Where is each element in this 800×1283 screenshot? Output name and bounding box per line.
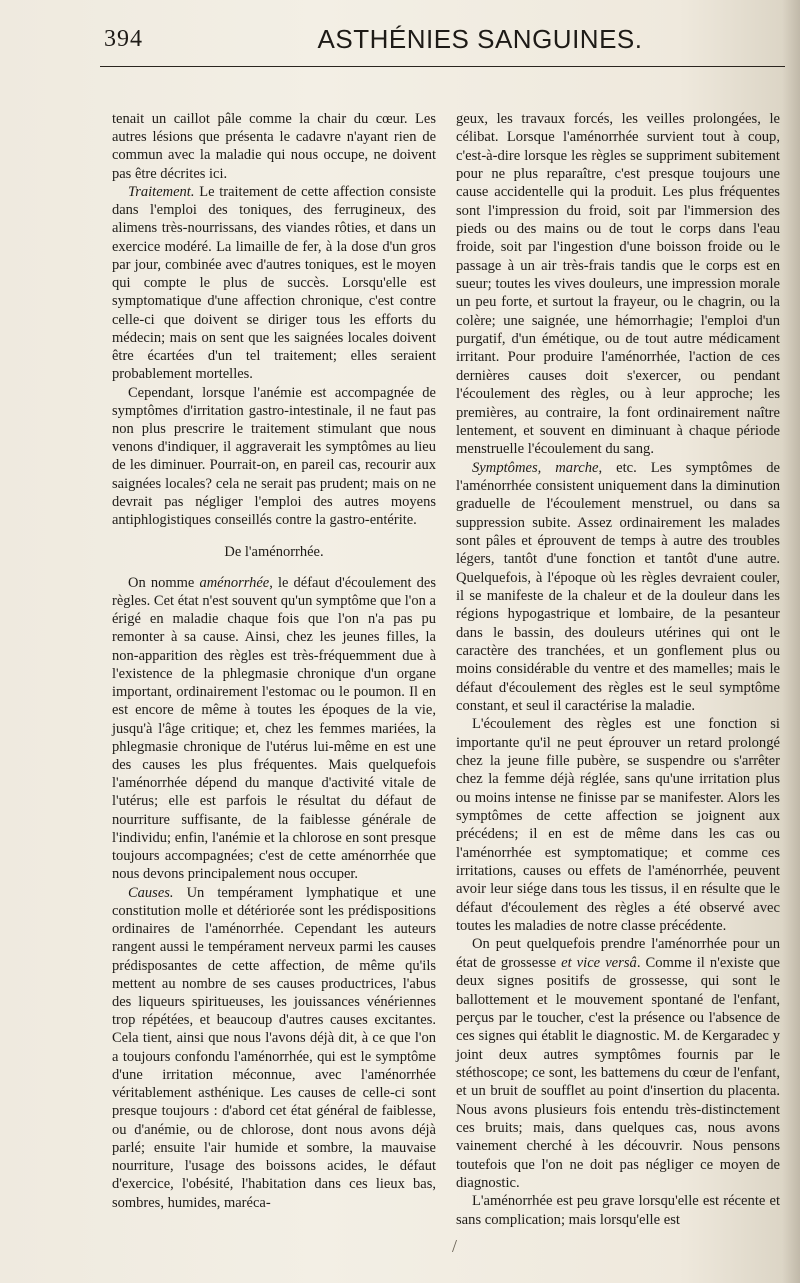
left-column: [112, 110, 436, 1212]
paragraph-treatment: [112, 183, 436, 384]
section-label-symptoms: Symptômes, marche: [472, 459, 599, 476]
italic-phrase: et vice versâ: [561, 954, 637, 971]
paragraph-text: Le traitement de cette affection consiste dans l'emploi des toniques, des ferrugineux, des alimens très-nourrissans, des viandes rôties, et dans un exercice modéré. La limaille de fer, à la dose d'un gros par jour, combinée avec d'autres toniques, est le moyen qui compte le plus de succès. Lorsqu'elle est symptomatique d'une affection chronique, c'est contre celle-ci que doivent se diriger tous les efforts du médecin; mais on sent que les saignées locales doivent être écartées d'un tel traitement; elles seraient probablement mortelles.: [112, 183, 436, 383]
page-edge-shadow: [782, 0, 800, 1283]
section-heading: De l'aménorrhée.: [224, 544, 324, 561]
page-header: [100, 22, 780, 62]
paragraph-text: , etc. Les symptômes de l'aménorrhée consistent uniquement dans la diminution graduelle de l'écoulement menstruel, ou dans sa suppression subite. Assez ordinairement les malades sont pâles et éprouvent de temps à autre des troubles légers, tantôt d'une fonction et tantôt d'une autre. Quelquefois, à l'époque où les règles devraient couler, il se manifeste de la chaleur et de la douleur dans les régions hypogastrique et lombaire, de la pesanteur dans le bassin, des douleurs utérines qui ont le caractère des tranchées, et un gonflement plus ou moins considérable du ventre et des mamelles; mais le défaut d'écoulement des règles est le seul symptôme constant, et seul il caractérise la maladie.: [456, 459, 780, 714]
paragraph: tenait un caillot pâle comme la chair du cœur. Les autres lésions que présenta le cadavre n'ayant rien de commun avec la maladie qui nous occupe, ne doivent pas être décrites ici.: [112, 111, 436, 182]
paragraph: Cependant, lorsque l'anémie est accompagnée de symptômes d'irritation gastro-intestinale, il ne faut pas non plus prescrire le traitement stimulant que nous venons d'indiquer, il aggraverait les symptômes au lieu de les diminuer. Pourrait-on, en pareil cas, recourir aux saignées locales? cela ne serait pas prudent; mais on ne devrait pas négliger l'emploi des autres moyens antiphlogistiques conseillés contre la gastro-entérite.: [112, 384, 436, 529]
paragraph: geux, les travaux forcés, les veilles prolongées, le célibat. Lorsque l'aménorrhée survient tout à coup, c'est-à-dire lorsque les règles se suppriment subitement pour ne plus reparaître, c'est presque toujours une cause accidentelle qui la produit. Les plus fréquentes sont l'impression du froid, soit par l'immersion des pieds ou des mains ou de tout le corps dans l'eau froide, soit par l'ingestion d'une boisson froide ou le passage à un air très-frais tandis que le corps est en sueur; toutes les vives douleurs, une impression morale un peu forte, et surtout la frayeur, ou le chagrin, ou la colère; une saignée, une hémorrhagie; l'emploi d'un purgatif, d'un émétique, ou de tout autre médicament irritant. Pour produire l'aménorrhée, l'action de ces dernières causes doit s'exercer, ou pendant l'écoulement des règles, ou à leur approche; les premières, au contraire, la font ordinairement naître lentement, et souvent en diminuant à chaque période menstruelle l'écoulement du sang.: [456, 111, 780, 458]
header-rule: [100, 66, 785, 67]
paragraph-pregnancy: [456, 935, 780, 1192]
paragraph-text: . Comme il n'existe que deux signes positifs de grossesse, qui sont le ballottement et le mouvement spontané de l'enfant, perçus par le toucher, c'est la présence ou l'absence de ces signes qui établit le diagnostic. M. de Kergaradec y joint deux autres symptômes fournis par le stéthoscope; ce sont, les battemens du cœur de l'enfant, et un bruit de soufflet au point d'insertion du placenta. Nous avons plusieurs fois entendu très-distinctement ces bruits; mais, dans quelques cas, nous avons vainement cherché à les découvrir. Nous pensons toutefois que l'on ne doit pas négliger ce moyen de diagnostic.: [456, 954, 780, 1191]
paragraph-text: On peut quelquefois prendre l'aménorrhée pour un état de grossesse: [456, 936, 780, 971]
section-label-causes: Causes.: [128, 884, 174, 901]
stray-mark: /: [452, 1236, 458, 1256]
page-number: 394: [104, 26, 143, 52]
paragraph-text: , le défaut d'écoulement des règles. Cet état n'est souvent qu'un symptôme que l'on a érigé en maladie chaque fois que l'on n'a pas pu remonter à sa cause. Ainsi, chez les jeunes filles, la non-apparition des règles est très-fréquemment due à l'existence de la phlegmasie chronique d'un organe important, ordinairement l'estomac ou le poumon. Il en est encore de même à toutes les époques de la vie, jusqu'à l'âge critique; et, chez les femmes mariées, la phlegmasie chronique de l'utérus lui-même en est une des causes les plus fréquentes. Mais quelquefois l'aménorrhée dépend du manque d'activité vitale de l'utérus; elle est parfois le résultat du défaut de nourriture suffisante, de la faiblesse générale de l'individu; enfin, l'anémie et la chlorose en sont presque toujours accompagnées; c'est de cette aménorrhée que nous devons principalement nous occuper.: [112, 574, 437, 883]
section-label-treatment: Traitement.: [128, 183, 195, 200]
defined-term: aménorrhée: [199, 574, 270, 591]
paragraph: L'aménorrhée est peu grave lorsqu'elle est récente et sans complication; mais lorsqu'elle est: [456, 1193, 780, 1228]
paragraph-definition: [112, 574, 436, 884]
running-title: ASTHÉNIES SANGUINES.: [317, 24, 643, 54]
paragraph-causes: [112, 884, 436, 1212]
paragraph-symptoms: [456, 459, 780, 716]
paragraph-text: On nomme: [128, 574, 200, 591]
right-column: [456, 110, 780, 1229]
paragraph-text: Un tempérament lymphatique et une constitution molle et détériorée sont les prédispositions ordinaires de l'aménorrhée. Cependant les auteurs rangent aussi le tempérament nerveux parmi les causes prédisposantes de cette affection, de même qu'ils mettent au nombre de ses causes productrices, l'abus des liqueurs spiritueuses, les jouissances vénériennes trop répétées, et beaucoup d'autres causes excitantes. Cela tient, ainsi que nous l'avons déjà dit, à ce que l'on a toujours confondu l'aménorrhée, qui est le symptôme d'une irritation méconnue, avec l'aménorrhée véritablement asthénique. Les causes de celle-ci sont presque toujours : d'abord cet état général de faiblesse, ou d'anémie, ou de chlorose, dont nous avons déjà parlé; ensuite l'air humide et sombre, la mauvaise nourriture, l'usage des boissons acides, le défaut d'exercice, l'obésité, l'habitation dans ces lieux bas, sombres, humides, maréca-: [112, 884, 436, 1211]
paragraph: L'écoulement des règles est une fonction si importante qu'il ne peut éprouver un retard prolongé chez la jeune fille pubère, se suspendre ou s'arrêter chez la femme déjà réglée, sans qu'une irritation plus ou moins intense ne finisse par se manifester. Alors les symptômes de cette affection se joignent aux précédens; il en est de même dans les cas ou l'aménorrhée est symptomatique; et comme ces irritations, causes ou effets de l'aménorrhée, peuvent avoir leur siége dans tous les tissus, il en résulte que le défaut d'écoulement des règles a été observé avec toutes les maladies de notre classe précédente.: [456, 716, 780, 935]
